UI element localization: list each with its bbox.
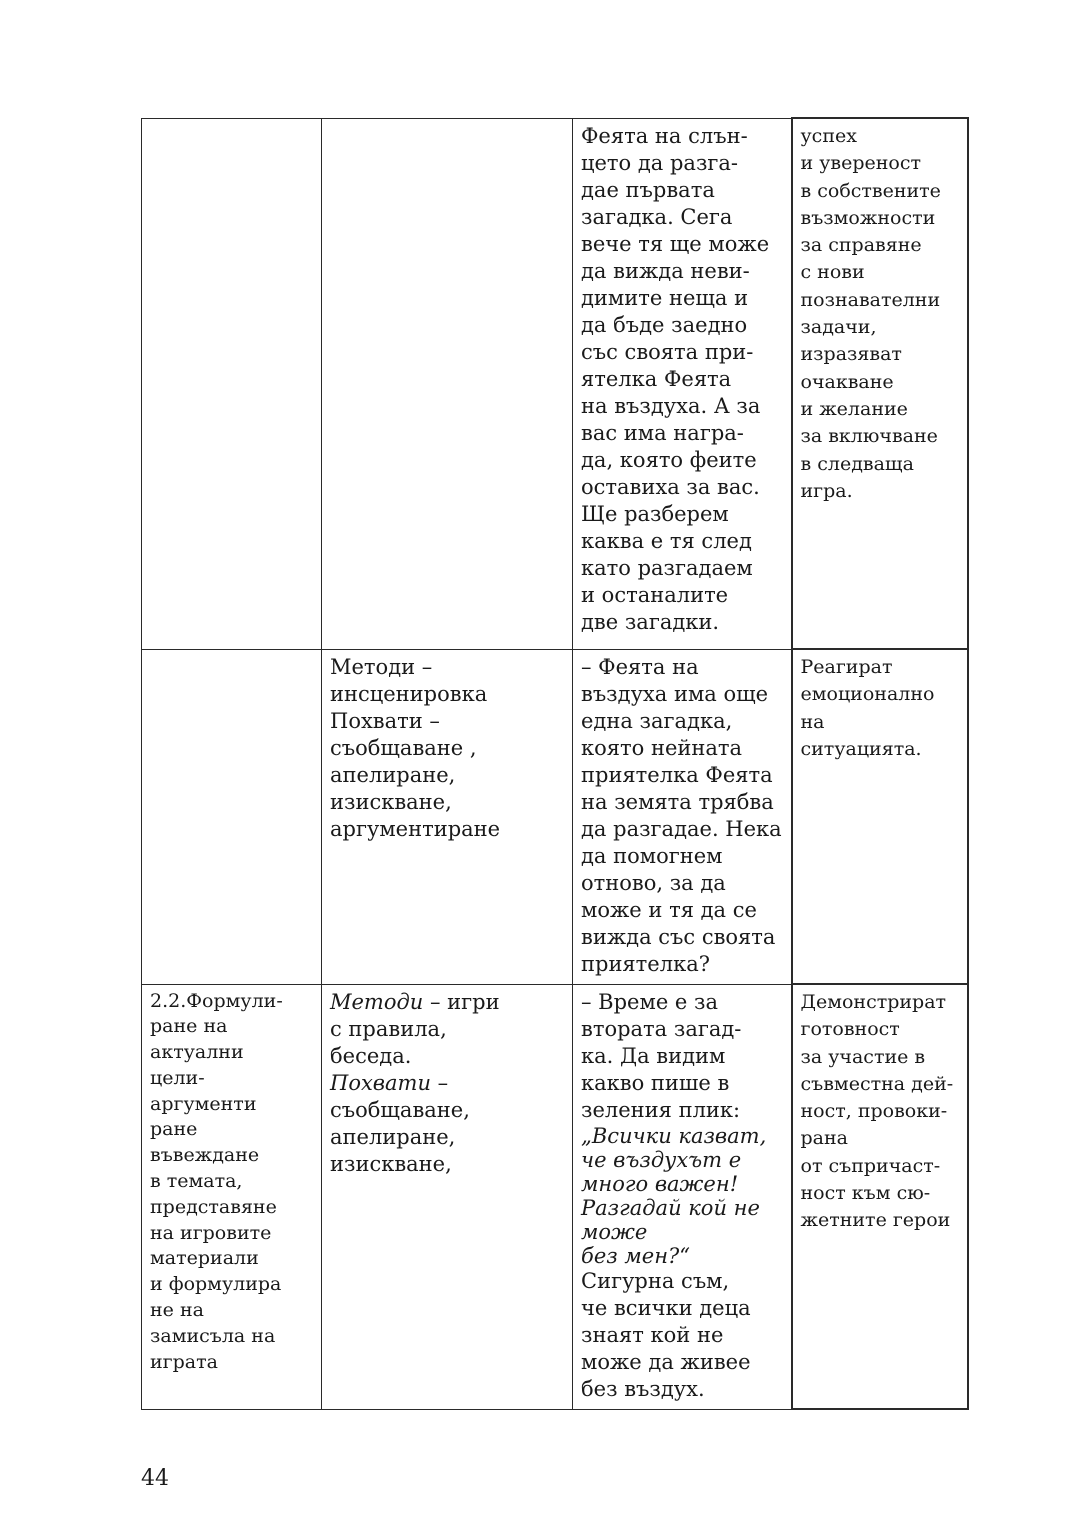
text-line: ност, провоки- <box>800 1100 948 1123</box>
text-line: въвеждане <box>150 1144 260 1167</box>
text-line: игра. <box>800 479 853 502</box>
text-line: оставиха за вас. <box>581 474 760 499</box>
text-line: замисъла на <box>150 1324 276 1347</box>
text-line: вече тя ще може <box>581 231 770 256</box>
cell-child-activity <box>792 984 968 1409</box>
text-line: много важен! <box>581 1171 739 1196</box>
text-line: Демонстрират <box>800 991 947 1013</box>
text-line: съвместна дей- <box>800 1072 954 1095</box>
text-line: зеления плик: <box>581 1097 741 1122</box>
techniques-line <box>330 1070 564 1097</box>
cell-methods <box>322 118 573 649</box>
text-line: очакване <box>800 370 894 393</box>
text-line: ка. Да видим <box>581 1043 726 1068</box>
text-line: в собствените <box>800 179 941 202</box>
text-line: аргументиране <box>330 816 501 841</box>
text-line: апелиране, <box>330 762 456 787</box>
methods-label: Методи <box>330 989 424 1014</box>
text-line: без въздух. <box>581 1376 705 1401</box>
text-line: цели- <box>150 1066 205 1089</box>
text-line: изискване, <box>330 1151 452 1176</box>
table-row <box>142 649 968 984</box>
text-line: изискване, <box>330 789 452 814</box>
text-line: на игровите <box>150 1221 272 1244</box>
text-line: познавателни <box>800 288 941 311</box>
text-line: една загадка, <box>581 708 733 733</box>
cell-stage <box>142 118 322 649</box>
cell-teacher-activity <box>573 984 792 1409</box>
text-line: за справяне <box>800 234 922 257</box>
text-line: апелиране, <box>330 1124 456 1149</box>
text-line: ятелка Феята <box>581 366 732 391</box>
text-line: да помогнем <box>581 843 723 868</box>
text-line: знаят кой не <box>581 1322 724 1347</box>
text-line: успех <box>800 125 857 147</box>
text-line: за включване <box>800 425 938 448</box>
methods-rest: – игри <box>423 989 500 1014</box>
text-line: играта <box>150 1350 218 1373</box>
text-line: отново, за да <box>581 870 726 895</box>
text-line: на въздуха. А за <box>581 393 761 418</box>
text-line: Методи – <box>330 654 433 679</box>
cell-teacher-activity <box>573 649 792 984</box>
text-line: актуални <box>150 1041 244 1064</box>
cell-teacher-activity <box>573 118 792 649</box>
text-line: рана <box>800 1127 848 1150</box>
text-line: да разгадае. Нека <box>581 816 782 841</box>
text-line: ране на <box>150 1015 228 1038</box>
text-line: загадка. Сега <box>581 204 733 229</box>
text-line: и желание <box>800 397 908 420</box>
text-line: 2.2.Формули- <box>150 989 283 1012</box>
text-line: с нови <box>800 261 865 284</box>
text-line: Реагират <box>800 656 893 678</box>
text-line: като разгадаем <box>581 555 753 580</box>
text-line: – Време е за <box>581 989 718 1014</box>
text-line: аргументи <box>150 1092 257 1115</box>
text-line: дае първата <box>581 177 715 202</box>
text-line: какво пише в <box>581 1070 730 1095</box>
methods-line <box>330 989 564 1016</box>
text-line: може и тя да се <box>581 897 757 922</box>
text-line: може <box>581 1219 648 1244</box>
cell-methods <box>322 649 573 984</box>
text-line: Феята на слън- <box>581 123 748 148</box>
text-line: димите неща и <box>581 285 749 310</box>
text-line: че всички деца <box>581 1295 751 1320</box>
text-line: и останалите <box>581 582 729 607</box>
text-line: Ще разберем <box>581 501 729 526</box>
text-line: че въздухът е <box>581 1147 742 1172</box>
text-line: две загадки. <box>581 609 720 634</box>
text-line: може да живее <box>581 1349 751 1374</box>
text-line: която нейната <box>581 735 743 760</box>
page-number: 44 <box>141 1466 169 1491</box>
text-line: емоционално <box>800 683 935 706</box>
text-line: изразяват <box>800 343 902 366</box>
text-line: приятелка Феята <box>581 762 773 787</box>
table-row <box>142 118 968 649</box>
text-line: Сигурна съм, <box>581 1268 730 1293</box>
text-line: „Всички казват, <box>581 1123 767 1148</box>
text-line: от съпричаст- <box>800 1154 941 1177</box>
cell-child-activity <box>792 649 968 984</box>
text-line: съобщаване , <box>330 735 477 760</box>
text-line: Похвати – <box>330 708 440 733</box>
text-line: не на <box>150 1299 204 1322</box>
text-line: без мен?“ <box>581 1243 691 1268</box>
text-line: каква е тя след <box>581 528 752 553</box>
text-line: приятелка? <box>581 951 710 976</box>
text-line: беседа. <box>330 1043 412 1068</box>
cell-child-activity <box>792 118 968 649</box>
text-line: втората загад- <box>581 1016 742 1041</box>
text-line: ност към сю- <box>800 1182 931 1205</box>
techniques-rest: – <box>430 1070 449 1095</box>
text-line: вас има награ- <box>581 420 744 445</box>
text-line: да, която феите <box>581 447 757 472</box>
cell-stage <box>142 984 322 1409</box>
text-line: съобщаване, <box>330 1097 470 1122</box>
text-line: и увереност <box>800 152 921 175</box>
text-line: да вижда неви- <box>581 258 750 283</box>
text-line: в следваща <box>800 452 914 475</box>
text-line: цето да разга- <box>581 150 739 175</box>
text-line: представяне <box>150 1195 277 1218</box>
text-line: да бъде заедно <box>581 312 748 337</box>
text-line: задачи, <box>800 316 877 339</box>
text-line: Разгадай кой не <box>581 1195 760 1220</box>
text-line: материали <box>150 1247 259 1270</box>
text-line: за участие в <box>800 1045 926 1068</box>
text-line: жетните герои <box>800 1209 951 1232</box>
text-line: инсценировка <box>330 681 488 706</box>
text-line: със своята при- <box>581 339 754 364</box>
text-line: готовност <box>800 1018 900 1041</box>
text-line: с правила, <box>330 1016 447 1041</box>
text-line: възможности <box>800 206 936 229</box>
text-line: вижда със своята <box>581 924 776 949</box>
text-line: на земята трябва <box>581 789 774 814</box>
techniques-label: Похвати <box>330 1070 431 1095</box>
cell-stage <box>142 649 322 984</box>
lesson-table <box>141 117 969 1410</box>
text-line: и формулира <box>150 1273 282 1296</box>
text-line: въздуха има още <box>581 681 769 706</box>
table-row <box>142 984 968 1409</box>
cell-methods <box>322 984 573 1409</box>
text-line: на <box>800 710 825 733</box>
text-line: – Феята на <box>581 654 699 679</box>
text-line: ране <box>150 1118 198 1141</box>
text-line: ситуацията. <box>800 737 922 760</box>
text-line: в темата, <box>150 1170 243 1193</box>
